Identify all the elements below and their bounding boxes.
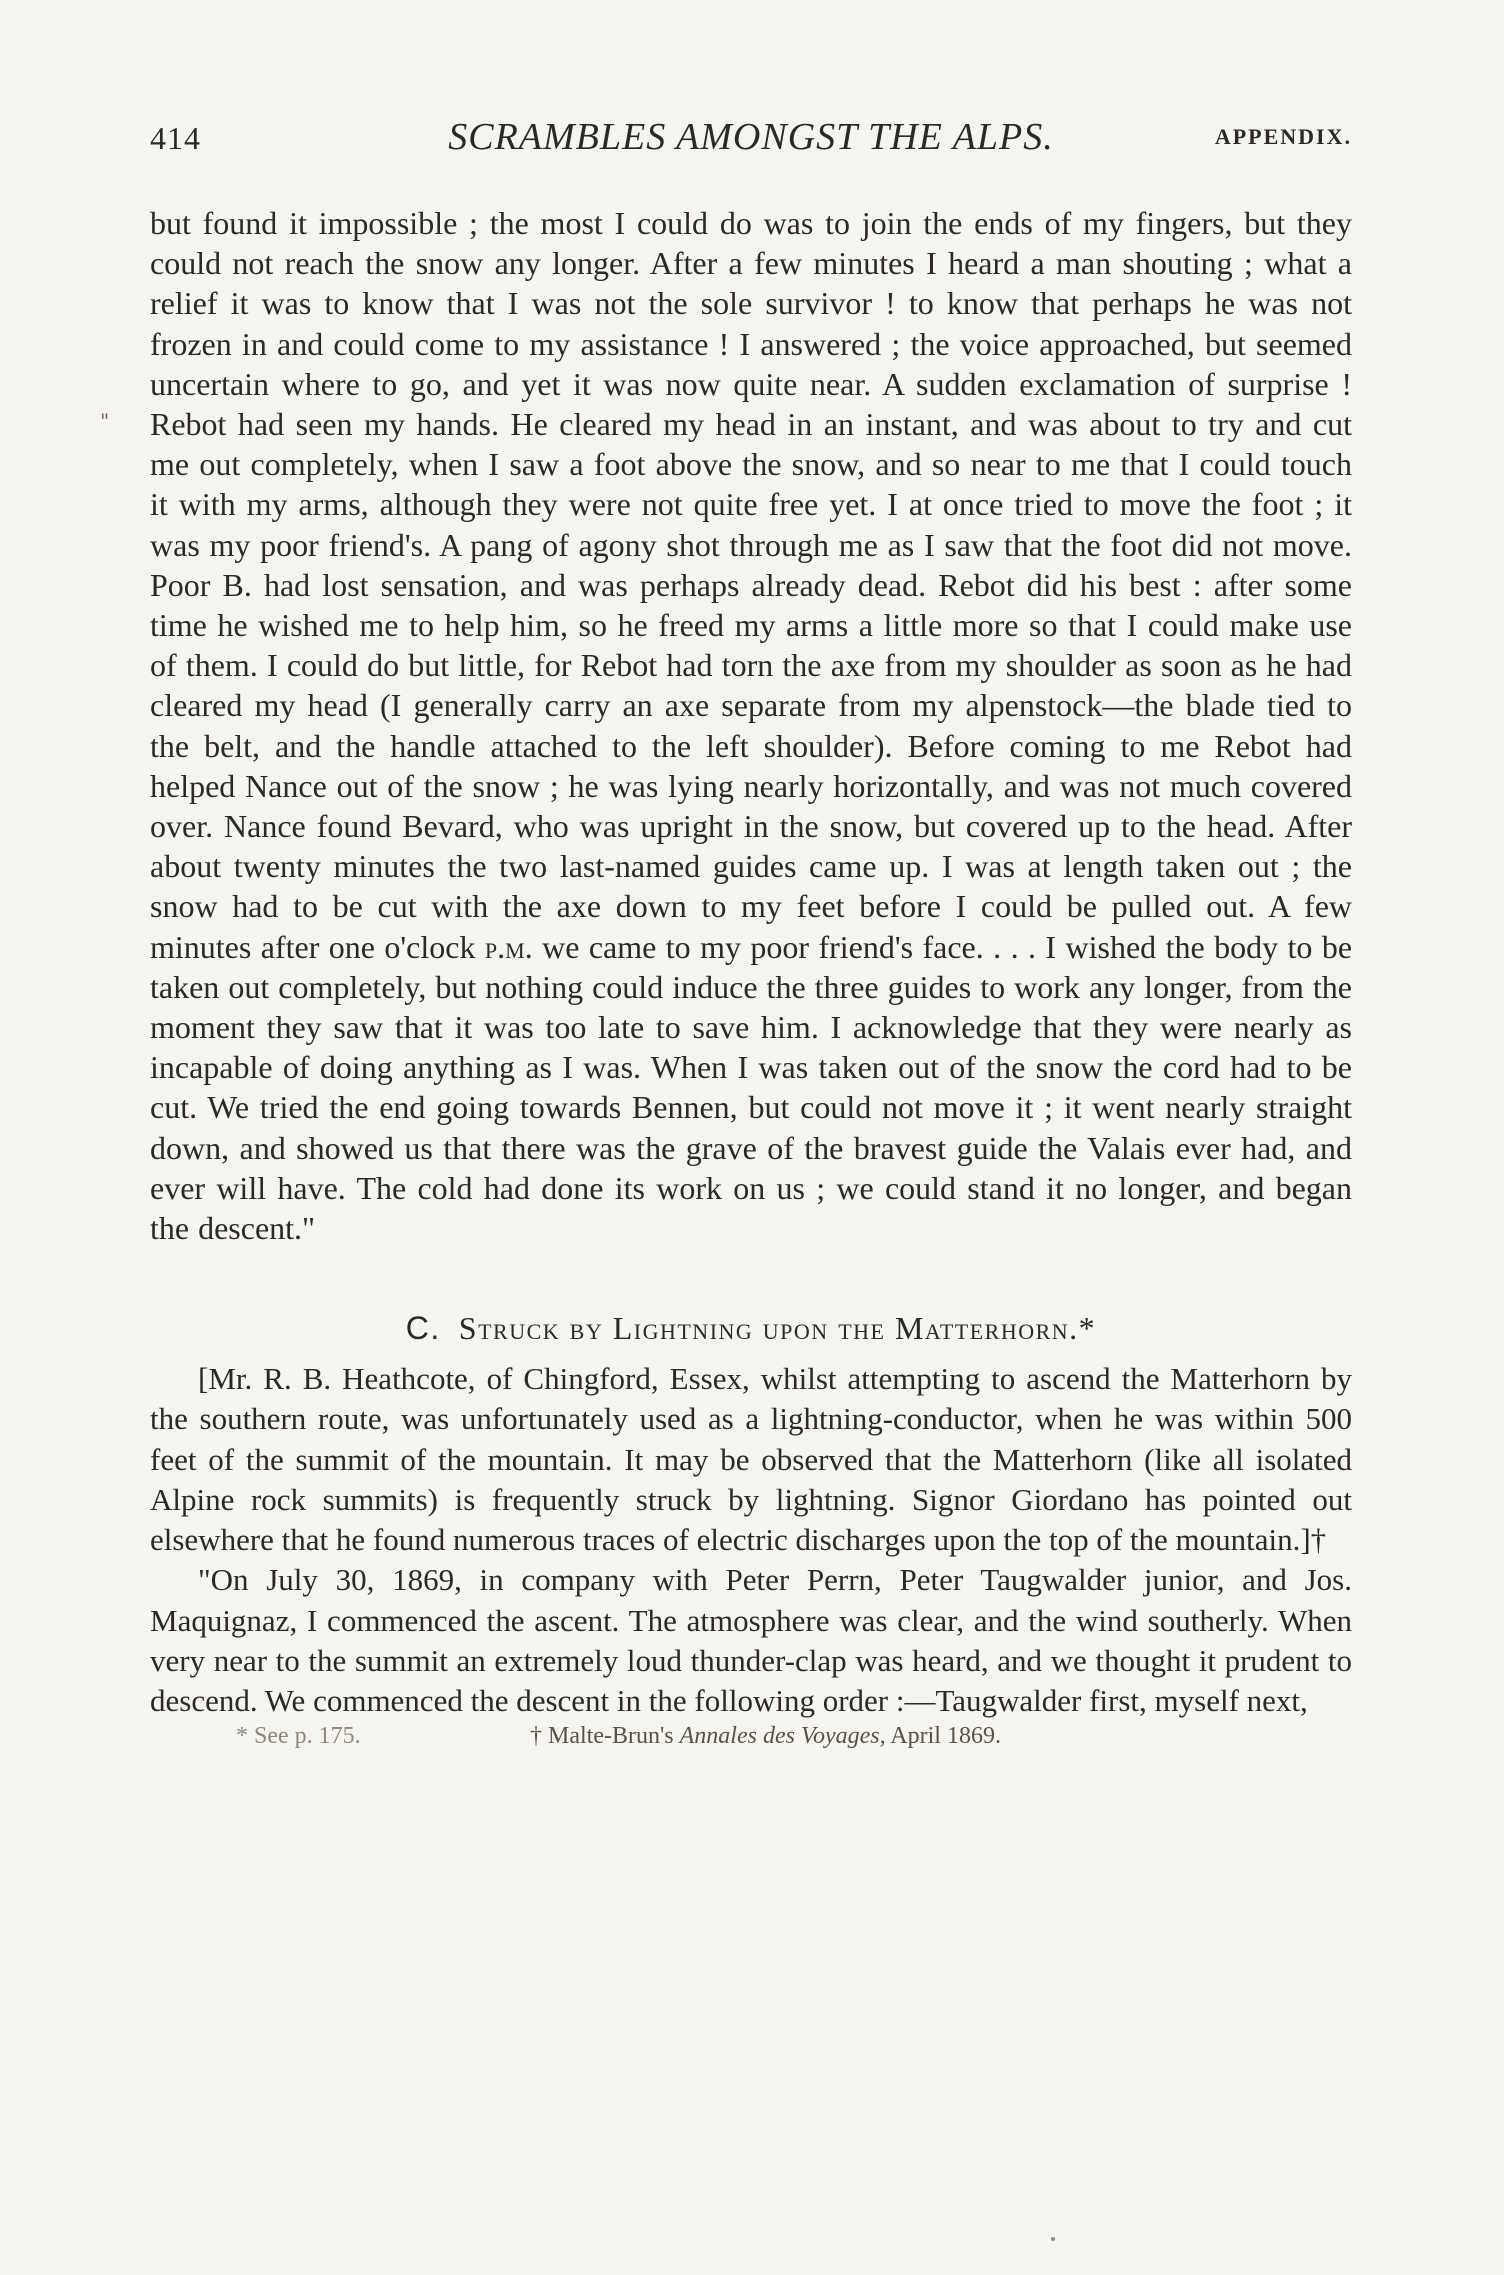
- footnote-2-suffix: April 1869.: [890, 1723, 1001, 1750]
- margin-mark: ": [100, 409, 110, 433]
- section-label: APPENDIX.: [1214, 124, 1352, 149]
- narrative-end: we came to my poor friend's face. . . . I wished the body to be taken out completely, but nothing could induce the three guides to work any longer, from the moment they saw that it was too late to save him. I acknowledge that they were nearly as incapable of doing anything as I was. When I was taken out of the snow the cord had to be cut. We tried the end going towards Bennen, but could not move it ; it went nearly straight down, and showed us that there was the grave of the bravest guide the Valais ever had, and ever will have. The cold had done its work on us ; we could stand it no longer, and began the descent.": [150, 928, 1353, 1247]
- section-heading: [150, 1310, 1352, 1347]
- footnotes: [150, 1723, 1352, 1763]
- stray-mark: [1051, 2237, 1055, 2241]
- section-letter: C.: [405, 1310, 441, 1347]
- section-title: Struck by Lightning upon the Matterhorn.*: [458, 1310, 1097, 1347]
- page-number: 414: [150, 120, 201, 156]
- narrative-paragraph: [150, 203, 1352, 1248]
- section-account: "On July 30, 1869, in company with Peter Perrn, Peter Taugwalder junior, and Jos. Maquignaz, I commenced the ascent. The atmosphere was clear, and the wind southerly. When very near to the summit an extremely loud thunder-clap was heard, and we thought it prudent to descend. We commenced the descent in the following order :—Taugwalder first, myself next,: [150, 1562, 1352, 1718]
- section-intro: [Mr. R. B. Heathcote, of Chingford, Essex, whilst attempting to ascend the Matterhorn by the southern route, was unfortunately used as a lightning-conductor, when he was within 500 feet of the summit of the mountain. It may be observed that the Matterhorn (like all isolated Alpine rock summits) is frequently struck by lightning. Signor Giordano has pointed out elsewhere that he found numerous traces of electric discharges upon the top of the mountain.]†: [150, 1361, 1352, 1558]
- narrative-body: but found it impossible ; the most I could do was to join the ends of my fingers, but they could not reach the snow any longer. After a few minutes I heard a man shouting ; what a relief it was to know that I was not the sole survivor ! to know that perhaps he was not frozen in and could come to my assistance ! I answered ; the voice approached, but seemed uncertain where to go, and yet it was now quite near. A sudden exclamation of surprise ! Rebot had seen my hands. He cleared my head in an instant, and was about to try and cut me out completely, when I saw a foot above the snow, and so near to me that I could touch it with my arms, although they were not quite free yet. I at once tried to move the foot ; it was my poor friend's. A pang of agony shot through me as I saw that the foot did not move. Poor B. had lost sensation, and was perhaps already dead. Rebot did his best : after some time he wished me to help him, so he freed my arms a little more so that I could make use of them. I could do but little, for Rebot had torn the axe from my shoulder as soon as he had cleared my head (I generally carry an axe separate from my alpenstock—the blade tied to the belt, and the handle attached to the left shoulder). Before coming to me Rebot had helped Nance out of the snow ; he was lying nearly horizontally, and was not much covered over. Nance found Bevard, who was upright in the snow, but covered up to the head. After about twenty minutes the two last-named guides came up. I was at length taken out ; the snow had to be cut with the axe down to my feet before I could be pulled out. A few minutes after one o'clock: [150, 205, 1352, 965]
- book-title: SCRAMBLES AMONGST THE ALPS.: [448, 116, 1054, 158]
- running-head: [150, 110, 1352, 170]
- time-abbreviation: p.m.: [484, 928, 533, 965]
- narrative-text: [150, 203, 1352, 1248]
- footnote-2-title: Annales des Voyages,: [679, 1723, 886, 1750]
- footnote-2: [530, 1723, 1001, 1750]
- footnote-1: * See p. 175.: [236, 1723, 361, 1750]
- footnote-2-prefix: † Malte-Brun's: [530, 1723, 674, 1750]
- section-text: [150, 1359, 1352, 1721]
- book-page: [150, 110, 1352, 1763]
